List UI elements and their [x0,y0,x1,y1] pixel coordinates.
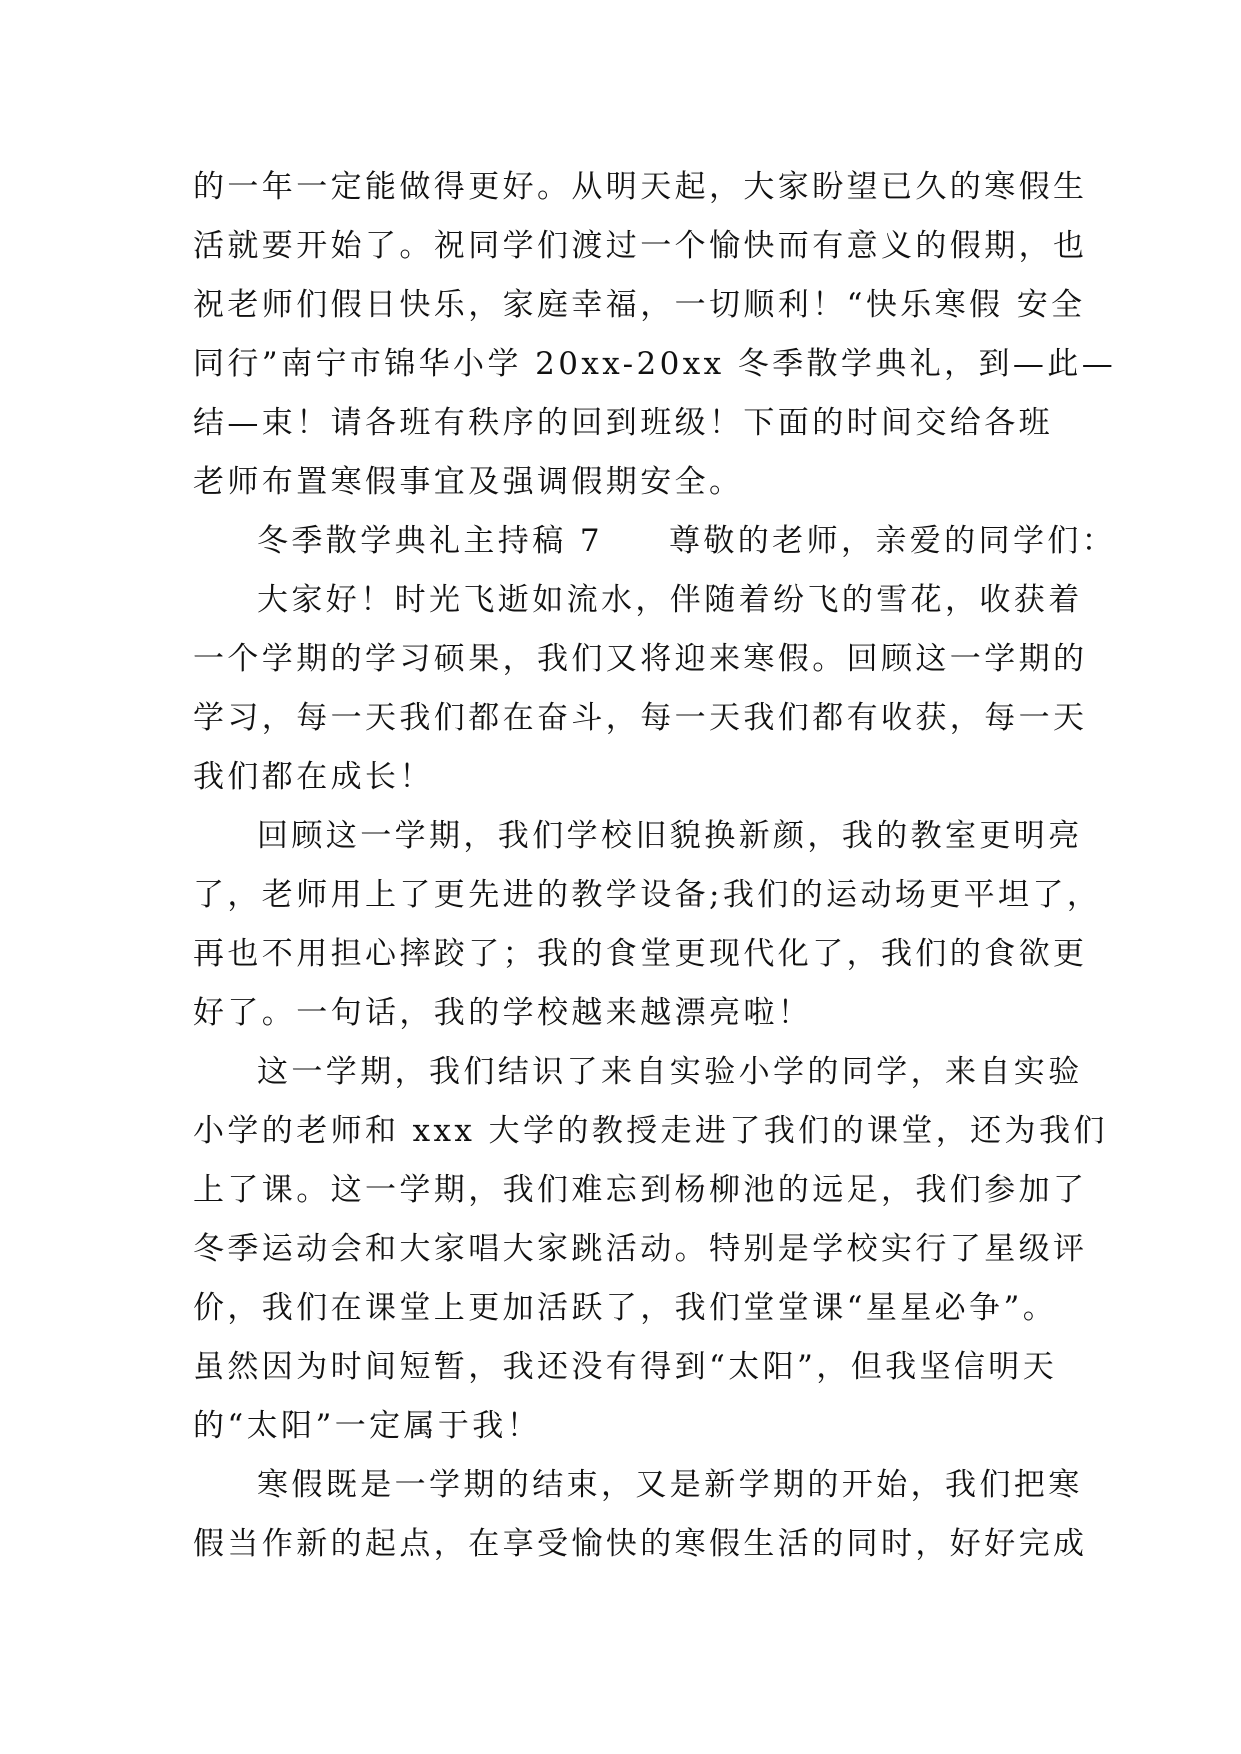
paragraph-2-line: 了，老师用上了更先进的教学设备;我们的运动场更平坦了， [193,877,1102,913]
greeting: 尊敬的老师，亲爱的同学们： [668,523,1117,559]
text-line: 祝老师们假日快乐，家庭幸福，一切顺利！“快乐寒假 安全 [193,287,1086,323]
text-line: 结—束！请各班有秩序的回到班级！下面的时间交给各班 [193,405,1053,441]
paragraph-3-line: 冬季运动会和大家唱大家跳活动。特别是学校实行了星级评 [193,1231,1088,1267]
paragraph-1-line: 我们都在成长！ [193,759,434,795]
paragraph-1-line: 学习，每一天我们都在奋斗，每一天我们都有收获，每一天 [193,700,1088,736]
paragraph-3-line: 虽然因为时间短暂，我还没有得到“太阳”，但我坚信明天 [193,1349,1058,1385]
paragraph-4-line: 寒假既是一学期的结束，又是新学期的开始，我们把寒 [257,1467,1083,1503]
section-heading [193,512,1117,571]
paragraph-3-line: 这一学期，我们结识了来自实验小学的同学，来自实验 [257,1054,1083,1090]
paragraph-3-line: 小学的老师和 xxx 大学的教授走进了我们的课堂，还为我们 [193,1113,1108,1149]
section-title: 冬季散学典礼主持稿 7 [257,523,603,559]
paragraph-3-line: 价，我们在课堂上更加活跃了，我们堂堂课“星星必争”。 [193,1290,1058,1326]
paragraph-3-line: 的“太阳”一定属于我！ [193,1408,542,1444]
paragraph-4-line: 假当作新的起点，在享受愉快的寒假生活的同时，好好完成 [193,1526,1088,1562]
text-line: 的一年一定能做得更好。从明天起，大家盼望已久的寒假生 [193,169,1088,205]
paragraph-1-line: 一个学期的学习硕果，我们又将迎来寒假。回顾这一学期的 [193,641,1088,677]
text-line: 老师布置寒假事宜及强调假期安全。 [193,464,744,500]
document-body [193,158,1117,1574]
paragraph-3-line: 上了课。这一学期，我们难忘到杨柳池的远足，我们参加了 [193,1172,1088,1208]
text-line: 活就要开始了。祝同学们渡过一个愉快而有意义的假期，也 [193,228,1088,264]
paragraph-2-line: 再也不用担心摔跤了；我的食堂更现代化了，我们的食欲更 [193,936,1088,972]
text-line: 同行”南宁市锦华小学 20xx-20xx 冬季散学典礼，到—此— [193,346,1117,382]
paragraph-2-line: 回顾这一学期，我们学校旧貌换新颜，我的教室更明亮 [257,818,1083,854]
paragraph-1-line: 大家好！时光飞逝如流水，伴随着纷飞的雪花，收获着 [257,582,1083,618]
paragraph-2-line: 好了。一句话，我的学校越来越漂亮啦！ [193,995,813,1031]
